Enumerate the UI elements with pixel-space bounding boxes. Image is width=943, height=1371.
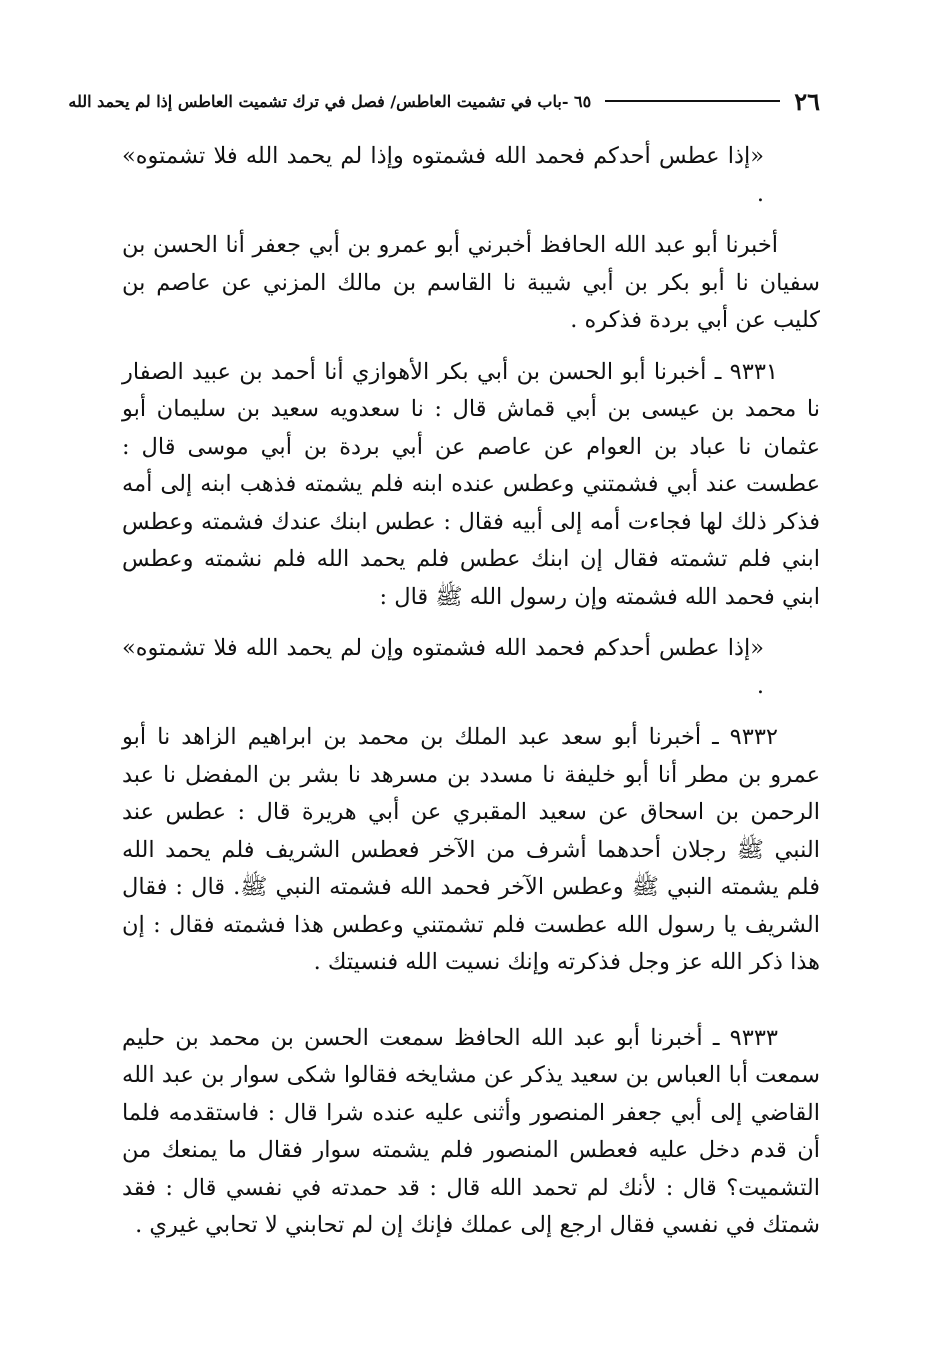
hadith-9332: ٩٣٣٢ ـ أخبرنا أبو سعد عبد الملك بن محمد بن ابراهيم الزاهد نا أبو عمرو بن مطر أنا أبو خليفة نا مسدد بن مسرهد نا بشر بن المفضل نا عبد الرحمن بن اسحاق عن سعيد المقبري عن أبي هريرة قال : عطس عند النبي ﷺ رجلان أحدهما أشرف من الآخر فعطس الشريف فلم يحمد الله فلم يشمته النبي ﷺ وعطس الآخر فحمد الله فشمته النبي ﷺ. قال : فقال الشريف يا رسول الله عطست فلم تشمتني وعطس هذا فشمته فقال : إن هذا ذكر الله عز وجل فذكرته وإنك نسيت الله فنسيتك . bbox=[122, 724, 820, 975]
page-header bbox=[68, 84, 820, 118]
spacer bbox=[122, 213, 820, 227]
page-number: ٢٦ bbox=[794, 86, 820, 116]
hadith-quote-1: «إذا عطس أحدكم فحمد الله فشمتوه وإذا لم يحمد الله فلا تشمتوه» . bbox=[122, 143, 764, 207]
spacer bbox=[122, 616, 820, 630]
hadith-quote-2: «إذا عطس أحدكم فحمد الله فشمتوه وإن لم يحمد الله فلا تشمتوه» . bbox=[122, 635, 764, 699]
spacer bbox=[122, 340, 820, 354]
spacer bbox=[122, 982, 820, 1020]
running-title: ٦٥ -باب في تشميت العاطس/ فصل في ترك تشميت العاطس إذا لم يحمد الله bbox=[68, 91, 592, 111]
hadith-9331: ٩٣٣١ ـ أخبرنا أبو الحسن بن أبي بكر الأهوازي أنا أحمد بن عبيد الصفار نا محمد بن عيسى بن أبي قماش قال : نا سعدويه سعيد بن سليمان أبو عثمان نا عباد بن العوام عن عاصم عن أبي بردة بن أبي موسى قال : عطست عند أبي فشمتني وعطس عنده ابنه فلم يشمته فذهب ابنه إلى أمه فذكر ذلك لها فجاءت أمه إلى أبيه فقال : عطس ابنك عندك فشمته وعطس ابني فلم تشمته فقال إن ابنك عطس فلم يحمد الله فلم نشمته وعطس ابني فحمد الله فشمته وإن رسول الله ﷺ قال : bbox=[122, 358, 820, 610]
chain-paragraph: أخبرنا أبو عبد الله الحافظ أخبرني أبو عمرو بن أبي جعفر أنا الحسن بن سفيان نا أبو بكر بن أبي شيبة نا القاسم بن مالك المزني عن عاصم بن كليب عن أبي بردة فذكره . bbox=[122, 232, 820, 333]
hadith-9333: ٩٣٣٣ ـ أخبرنا أبو عبد الله الحافظ سمعت الحسن بن محمد بن حليم سمعت أبا العباس بن سعيد يذكر عن مشايخه فقالوا شكى سوار بن عبد الله القاضي إلى أبي جعفر المنصور وأثنى عليه عنده شرا قال : فاستقدمه فلما أن قدم دخل عليه فعطس المنصور فلم يشمته سوار فقال ما يمنعك من التشميت؟ قال : لأنك لم تحمد الله قال : قد حمدته في نفسي قال : فقد شمتك في نفسي فقال ارجع إلى عملك فإنك إن لم تحابني لا تحابي غيري . bbox=[122, 1024, 820, 1238]
main-text bbox=[122, 138, 820, 1245]
spacer bbox=[122, 705, 820, 719]
header-rule bbox=[605, 100, 780, 102]
